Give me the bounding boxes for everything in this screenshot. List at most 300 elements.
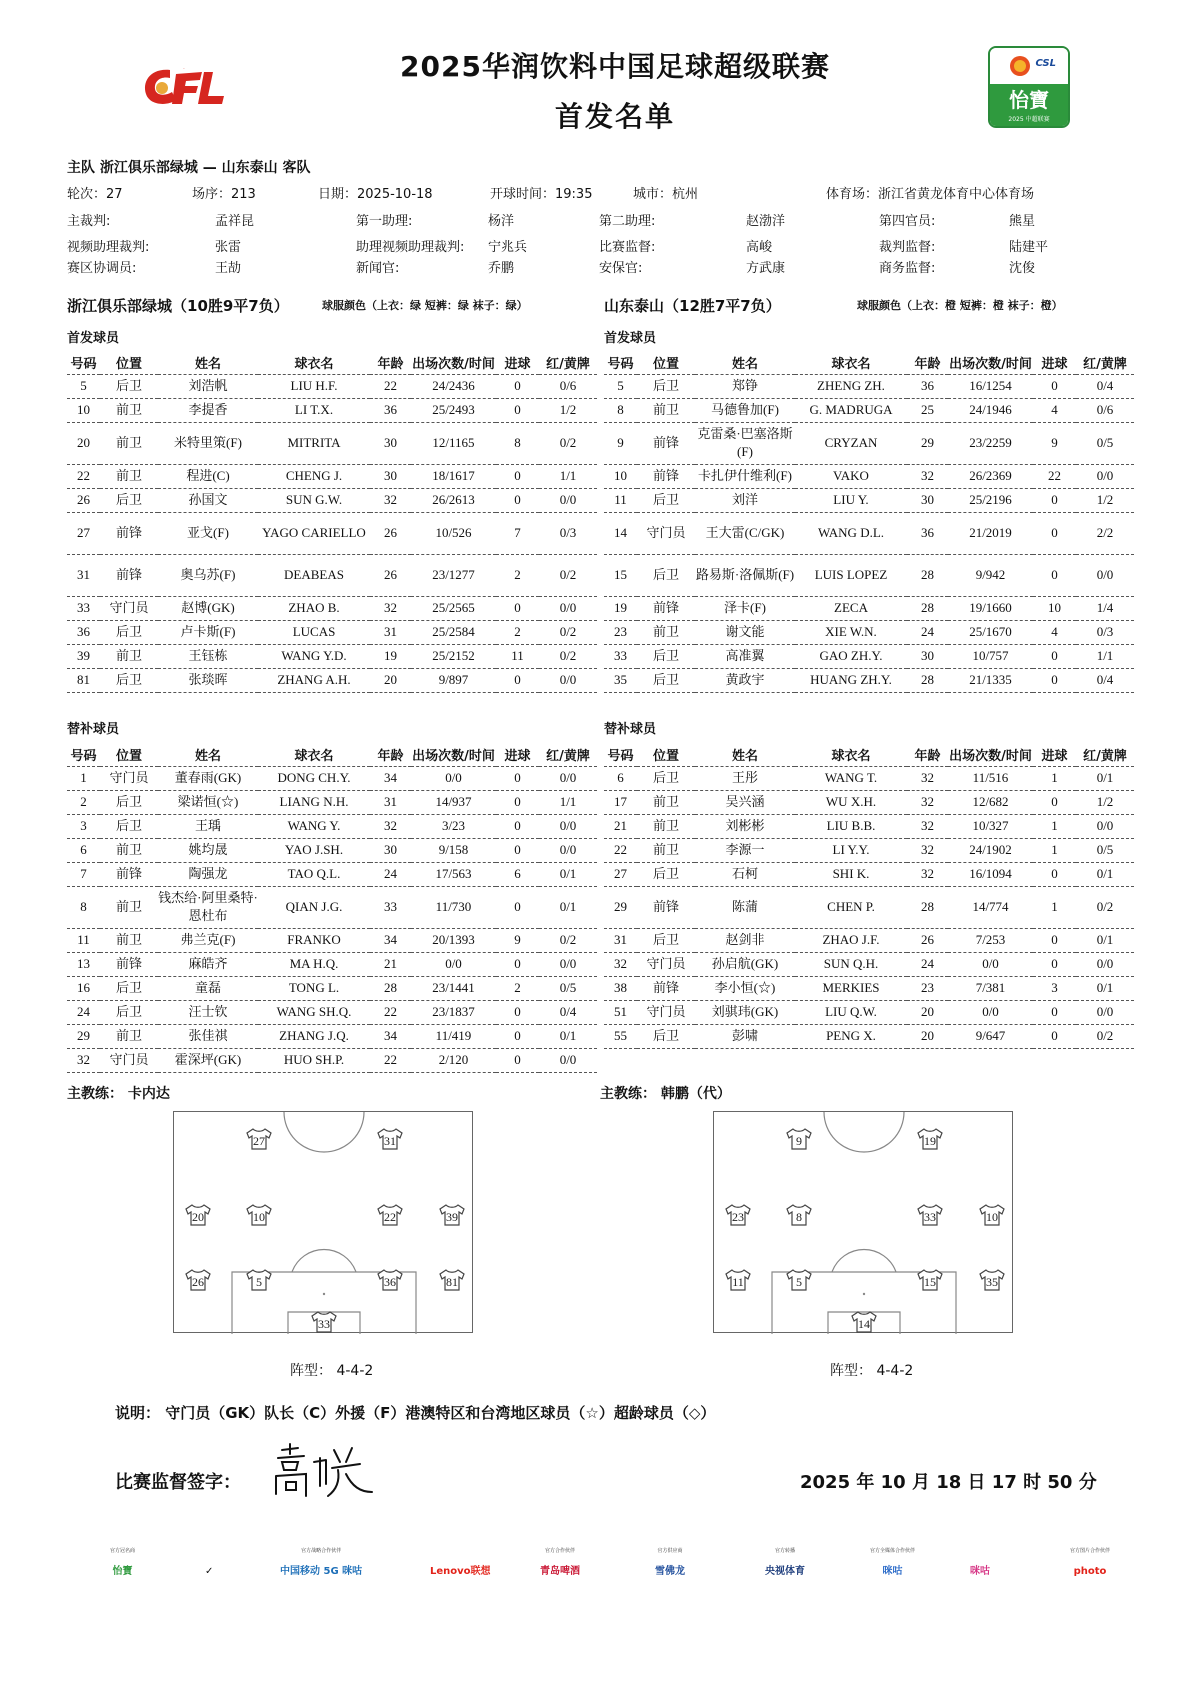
table-cell: 9/897 xyxy=(411,668,496,692)
table-cell: 弗兰克(F) xyxy=(158,928,258,952)
table-cell: 前卫 xyxy=(637,838,695,862)
away-team-name: 山东泰山（12胜7平7负） xyxy=(604,297,781,315)
table-cell: 2/120 xyxy=(411,1048,496,1072)
player-shirt-icon xyxy=(726,1270,750,1290)
table-cell: 0/2 xyxy=(539,422,597,464)
table-cell: 23/1837 xyxy=(411,1000,496,1024)
table-cell: 0/0 xyxy=(539,596,597,620)
table-cell: 0/0 xyxy=(539,668,597,692)
table-cell: 8 xyxy=(604,398,637,422)
table-cell: 0/2 xyxy=(539,644,597,668)
table-cell: 米特里策(F) xyxy=(158,422,258,464)
match-round: 轮次：27 xyxy=(67,187,123,202)
table-cell: LIU H.F. xyxy=(258,374,370,398)
table-cell: 张琰晖 xyxy=(158,668,258,692)
column-header: 位置 xyxy=(637,351,695,374)
table-cell: WANG Y.D. xyxy=(258,644,370,668)
table-cell: 2 xyxy=(496,976,539,1000)
table-cell: 汪士钦 xyxy=(158,1000,258,1024)
table-cell: 3 xyxy=(67,814,100,838)
table-row xyxy=(67,398,597,422)
official-label: 商务监督: xyxy=(879,261,936,276)
table-cell: ZHANG A.H. xyxy=(258,668,370,692)
table-cell: 32 xyxy=(907,814,948,838)
table-cell: ZECA xyxy=(795,596,907,620)
table-cell: WANG SH.Q. xyxy=(258,1000,370,1024)
table-cell: SHI K. xyxy=(795,862,907,886)
table-cell: 前卫 xyxy=(100,1024,158,1048)
table-cell: 33 xyxy=(67,596,100,620)
table-cell: 0/1 xyxy=(539,886,597,928)
player-shirt-icon xyxy=(726,1205,750,1225)
table-cell: 28 xyxy=(907,596,948,620)
table-cell: 24/1902 xyxy=(948,838,1033,862)
table-cell: 33 xyxy=(370,886,411,928)
column-header: 球衣名 xyxy=(258,743,370,766)
match-date: 日期：2025-10-18 xyxy=(318,187,433,202)
table-cell: 2 xyxy=(67,790,100,814)
table-cell: YAO J.SH. xyxy=(258,838,370,862)
table-cell: 前卫 xyxy=(100,886,158,928)
table-cell: 36 xyxy=(907,374,948,398)
home-starters-table xyxy=(67,351,597,693)
table-row xyxy=(604,668,1134,692)
table-cell: 刘浩帆 xyxy=(158,374,258,398)
player-shirt-number: 33 xyxy=(924,1210,936,1224)
table-cell: 20 xyxy=(907,1000,948,1024)
sponsor-logo xyxy=(765,1548,805,1579)
table-cell: 后卫 xyxy=(637,554,695,596)
table-cell: 0/2 xyxy=(539,620,597,644)
table-cell: 守门员 xyxy=(637,512,695,554)
table-cell: 25 xyxy=(907,398,948,422)
sponsor-caption: 官方合作伙伴 xyxy=(544,1548,575,1554)
table-cell: 32 xyxy=(370,596,411,620)
table-cell: 赵博(GK) xyxy=(158,596,258,620)
player-shirt-icon xyxy=(378,1270,402,1290)
sponsor-caption: 官方图片合作伙伴 xyxy=(1070,1548,1111,1554)
table-cell: 28 xyxy=(907,554,948,596)
table-cell: 郑铮 xyxy=(695,374,795,398)
column-header: 进球 xyxy=(1033,743,1076,766)
player-shirt-icon xyxy=(440,1205,464,1225)
table-cell: 0 xyxy=(1033,862,1076,886)
table-cell: 1/1 xyxy=(539,790,597,814)
column-header: 红/黄牌 xyxy=(539,351,597,374)
table-row xyxy=(604,512,1134,554)
column-header: 球衣名 xyxy=(795,351,907,374)
table-cell: DONG CH.Y. xyxy=(258,766,370,790)
official-label: 第一助理: xyxy=(356,214,413,229)
table-cell: 前卫 xyxy=(100,838,158,862)
table-row xyxy=(604,766,1134,790)
table-cell: 钱杰给·阿里桑特·恩杜布 xyxy=(158,886,258,928)
table-cell: 0/0 xyxy=(411,952,496,976)
sponsor-caption: 官方全媒体合作伙伴 xyxy=(870,1548,916,1554)
table-cell: 后卫 xyxy=(100,620,158,644)
table-cell: CHEN P. xyxy=(795,886,907,928)
away-subs-label: 替补球员 xyxy=(604,722,657,737)
table-cell: 27 xyxy=(67,512,100,554)
table-cell: 吴兴涵 xyxy=(695,790,795,814)
official-name: 孟祥昆 xyxy=(215,214,255,229)
table-cell: 23 xyxy=(604,620,637,644)
table-cell: 守门员 xyxy=(637,952,695,976)
table-cell: XIE W.N. xyxy=(795,620,907,644)
table-cell: 25/2584 xyxy=(411,620,496,644)
table-cell: 25/2565 xyxy=(411,596,496,620)
player-shirt-number: 39 xyxy=(446,1210,458,1224)
player-shirt-number: 23 xyxy=(732,1210,744,1224)
table-cell: 31 xyxy=(370,620,411,644)
table-cell: 0 xyxy=(1033,554,1076,596)
table-cell: 李提香 xyxy=(158,398,258,422)
table-cell: 0 xyxy=(1033,644,1076,668)
official-label: 视频助理裁判: xyxy=(67,240,150,255)
table-cell: SUN G.W. xyxy=(258,488,370,512)
table-cell: 4 xyxy=(1033,620,1076,644)
column-header: 进球 xyxy=(496,351,539,374)
table-cell: 30 xyxy=(370,838,411,862)
table-cell: 28 xyxy=(907,886,948,928)
official-label: 主裁判: xyxy=(67,214,111,229)
table-cell: 0/1 xyxy=(1076,976,1134,1000)
table-row xyxy=(604,814,1134,838)
table-cell: ZHAO J.F. xyxy=(795,928,907,952)
csl-logo-sub: 2025 中超联赛 xyxy=(1008,116,1050,123)
table-cell: 25/1670 xyxy=(948,620,1033,644)
table-cell: 刘骐玮(GK) xyxy=(695,1000,795,1024)
table-cell: 前锋 xyxy=(100,554,158,596)
table-cell: 0/0 xyxy=(539,814,597,838)
table-cell: 55 xyxy=(604,1024,637,1048)
away-kit-colors: 球服颜色（上衣：橙 短裤：橙 袜子：橙） xyxy=(857,299,1063,312)
player-shirt-icon xyxy=(918,1205,942,1225)
table-cell: 10 xyxy=(1033,596,1076,620)
table-cell: 李源一 xyxy=(695,838,795,862)
table-cell: 泽卡(F) xyxy=(695,596,795,620)
table-cell: 24 xyxy=(67,1000,100,1024)
table-cell: 0 xyxy=(496,398,539,422)
table-cell: 刘洋 xyxy=(695,488,795,512)
table-cell: 马德鲁加(F) xyxy=(695,398,795,422)
column-header: 年龄 xyxy=(370,743,411,766)
player-shirt-number: 9 xyxy=(796,1134,802,1148)
player-shirt-number: 19 xyxy=(924,1134,936,1148)
table-cell: 后卫 xyxy=(100,668,158,692)
table-cell: 0/0 xyxy=(539,952,597,976)
table-cell: 前卫 xyxy=(100,644,158,668)
table-row xyxy=(67,1048,597,1072)
table-cell: 23 xyxy=(907,976,948,1000)
sponsor-mark: 咪咕 xyxy=(970,1566,990,1577)
official-name: 高峻 xyxy=(746,240,773,255)
official-name: 张雷 xyxy=(215,240,242,255)
table-cell: 王彤 xyxy=(695,766,795,790)
table-cell: 30 xyxy=(370,422,411,464)
sponsor-logo xyxy=(870,1548,915,1579)
table-cell: 童磊 xyxy=(158,976,258,1000)
table-cell: 9/942 xyxy=(948,554,1033,596)
table-cell: LUCAS xyxy=(258,620,370,644)
official-name: 陆建平 xyxy=(1009,240,1049,255)
player-shirt-number: 14 xyxy=(858,1317,870,1331)
table-cell: 32 xyxy=(907,766,948,790)
table-cell: 0/2 xyxy=(539,554,597,596)
table-cell: 10 xyxy=(604,464,637,488)
table-row xyxy=(604,976,1134,1000)
away-formation-pitch xyxy=(713,1111,1013,1333)
table-cell: LI T.X. xyxy=(258,398,370,422)
sponsor-row xyxy=(110,1548,1140,1598)
column-header: 出场次数/时间 xyxy=(411,743,496,766)
table-cell: 11/419 xyxy=(411,1024,496,1048)
table-cell: 26 xyxy=(907,928,948,952)
table-row xyxy=(67,928,597,952)
table-cell: 8 xyxy=(67,886,100,928)
sponsor-logo xyxy=(110,1548,135,1579)
sponsor-logo xyxy=(655,1548,685,1579)
sponsor-mark: 咪咕 xyxy=(882,1566,903,1577)
table-cell: CRYZAN xyxy=(795,422,907,464)
column-header: 姓名 xyxy=(695,351,795,374)
player-shirt-icon xyxy=(787,1129,811,1149)
player-shirt-icon xyxy=(980,1270,1004,1290)
csl-logo-brand: 怡寶 xyxy=(1009,88,1049,112)
table-row xyxy=(604,398,1134,422)
column-header: 姓名 xyxy=(695,743,795,766)
table-cell: LIU Q.W. xyxy=(795,1000,907,1024)
table-cell: QIAN J.G. xyxy=(258,886,370,928)
table-cell: 36 xyxy=(907,512,948,554)
table-cell: 26 xyxy=(370,554,411,596)
official-name: 杨洋 xyxy=(488,214,515,229)
table-cell: 后卫 xyxy=(637,766,695,790)
table-cell: 25/2196 xyxy=(948,488,1033,512)
table-cell: 13 xyxy=(67,952,100,976)
column-header: 年龄 xyxy=(907,743,948,766)
column-header: 进球 xyxy=(1033,351,1076,374)
table-cell: MERKIES xyxy=(795,976,907,1000)
table-cell: 0 xyxy=(1033,790,1076,814)
table-cell: 6 xyxy=(496,862,539,886)
table-cell: 6 xyxy=(604,766,637,790)
table-cell: 后卫 xyxy=(637,488,695,512)
table-cell: 11 xyxy=(604,488,637,512)
home-formation-pitch xyxy=(173,1111,473,1333)
table-cell: 9/647 xyxy=(948,1024,1033,1048)
official-name: 熊星 xyxy=(1009,214,1036,229)
table-cell: 0/0 xyxy=(948,952,1033,976)
player-shirt-icon xyxy=(247,1205,271,1225)
table-cell: LIANG N.H. xyxy=(258,790,370,814)
table-cell: 1/1 xyxy=(1076,644,1134,668)
table-cell: 11/516 xyxy=(948,766,1033,790)
sponsor-mark: 央视体育 xyxy=(765,1566,805,1577)
table-row xyxy=(67,838,597,862)
table-cell: 1/2 xyxy=(1076,790,1134,814)
player-shirt-number: 35 xyxy=(986,1275,998,1289)
table-cell: 王瑀 xyxy=(158,814,258,838)
table-cell: 0/0 xyxy=(539,488,597,512)
table-row xyxy=(67,512,597,554)
table-cell: 17 xyxy=(604,790,637,814)
home-coach: 主教练： 卡内达 xyxy=(67,1086,170,1102)
table-cell: 3 xyxy=(1033,976,1076,1000)
table-cell: 0/0 xyxy=(1076,1000,1134,1024)
table-cell: 6 xyxy=(67,838,100,862)
player-shirt-icon xyxy=(247,1270,271,1290)
table-cell: 0 xyxy=(496,488,539,512)
column-header: 进球 xyxy=(496,743,539,766)
table-row xyxy=(604,374,1134,398)
match-stadium: 体育场：浙江省黄龙体育中心体育场 xyxy=(826,187,1035,202)
table-cell: 前卫 xyxy=(637,790,695,814)
table-cell: 24/1946 xyxy=(948,398,1033,422)
player-shirt-number: 20 xyxy=(192,1210,204,1224)
sponsor-logo xyxy=(1070,1548,1110,1579)
table-cell: 0 xyxy=(1033,488,1076,512)
table-cell: 谢文能 xyxy=(695,620,795,644)
table-cell: 32 xyxy=(907,862,948,886)
sponsor-mark: ✓ xyxy=(205,1566,214,1577)
table-cell: 29 xyxy=(67,1024,100,1048)
player-shirt-number: 15 xyxy=(924,1275,936,1289)
table-cell: 10/526 xyxy=(411,512,496,554)
table-cell: 前卫 xyxy=(637,814,695,838)
table-cell: 29 xyxy=(907,422,948,464)
table-cell: 26 xyxy=(67,488,100,512)
player-shirt-icon xyxy=(312,1312,336,1332)
table-cell: 32 xyxy=(907,790,948,814)
column-header: 年龄 xyxy=(370,351,411,374)
table-cell: 1 xyxy=(67,766,100,790)
column-header: 年龄 xyxy=(907,351,948,374)
table-row xyxy=(604,488,1134,512)
player-shirt-icon xyxy=(787,1270,811,1290)
table-cell: 22 xyxy=(370,1048,411,1072)
table-cell: 0/0 xyxy=(411,766,496,790)
column-header: 姓名 xyxy=(158,743,258,766)
table-cell: WANG T. xyxy=(795,766,907,790)
table-row xyxy=(604,464,1134,488)
table-cell: 前卫 xyxy=(100,422,158,464)
table-cell: 卢卡斯(F) xyxy=(158,620,258,644)
player-shirt-number: 26 xyxy=(192,1275,204,1289)
table-cell: 9 xyxy=(1033,422,1076,464)
table-cell: 11 xyxy=(496,644,539,668)
table-cell: 7 xyxy=(496,512,539,554)
table-cell: 28 xyxy=(370,976,411,1000)
pitch-line xyxy=(824,1112,904,1152)
table-cell: 0/0 xyxy=(539,1048,597,1072)
table-cell: 9 xyxy=(604,422,637,464)
table-row xyxy=(67,422,597,464)
table-cell: WU X.H. xyxy=(795,790,907,814)
table-cell: 1/1 xyxy=(539,464,597,488)
table-cell: 20/1393 xyxy=(411,928,496,952)
player-shirt-number: 81 xyxy=(446,1275,458,1289)
table-cell: 后卫 xyxy=(100,488,158,512)
table-cell: 7/253 xyxy=(948,928,1033,952)
table-cell: G. MADRUGA xyxy=(795,398,907,422)
table-cell: 0/1 xyxy=(1076,766,1134,790)
sponsor-logo xyxy=(280,1548,362,1579)
table-cell: 19 xyxy=(370,644,411,668)
table-cell: 21/1335 xyxy=(948,668,1033,692)
table-cell: LI Y.Y. xyxy=(795,838,907,862)
table-cell: 7/381 xyxy=(948,976,1033,1000)
table-cell: ZHENG ZH. xyxy=(795,374,907,398)
table-cell: 25/2152 xyxy=(411,644,496,668)
table-cell: 0/1 xyxy=(1076,862,1134,886)
player-shirt-icon xyxy=(378,1205,402,1225)
table-cell: 前卫 xyxy=(100,398,158,422)
player-shirt-number: 5 xyxy=(796,1275,802,1289)
table-cell: HUANG ZH.Y. xyxy=(795,668,907,692)
match-city: 城市：杭州 xyxy=(633,187,699,202)
player-shirt-number: 22 xyxy=(384,1210,396,1224)
table-cell: 23/1277 xyxy=(411,554,496,596)
table-cell: 0 xyxy=(496,838,539,862)
official-label: 安保官: xyxy=(599,261,643,276)
table-cell: 0/3 xyxy=(539,512,597,554)
table-row xyxy=(604,620,1134,644)
table-cell: 0 xyxy=(496,952,539,976)
table-cell: 3/23 xyxy=(411,814,496,838)
table-cell: 克雷桑·巴塞洛斯(F) xyxy=(695,422,795,464)
table-cell: 20 xyxy=(67,422,100,464)
table-cell: 12/682 xyxy=(948,790,1033,814)
table-cell: 0/0 xyxy=(539,838,597,862)
table-cell: 32 xyxy=(907,464,948,488)
sponsor-mark: Lenovo联想 xyxy=(430,1566,491,1577)
table-cell: 25/2493 xyxy=(411,398,496,422)
table-cell: 陈蒲 xyxy=(695,886,795,928)
player-shirt-number: 10 xyxy=(986,1210,998,1224)
table-cell: 0/6 xyxy=(1076,398,1134,422)
table-cell: 26 xyxy=(370,512,411,554)
official-name: 乔鹏 xyxy=(488,261,515,276)
sponsor-caption xyxy=(970,1548,990,1555)
table-cell: 麻皓齐 xyxy=(158,952,258,976)
table-cell: 19 xyxy=(604,596,637,620)
sponsor-caption: 官方冠名商 xyxy=(110,1548,136,1554)
table-cell: MA H.Q. xyxy=(258,952,370,976)
sponsor-logo xyxy=(430,1548,491,1579)
table-cell: 0/0 xyxy=(1076,814,1134,838)
official-name: 方武康 xyxy=(746,261,786,276)
table-cell: 0 xyxy=(1033,668,1076,692)
column-header: 出场次数/时间 xyxy=(948,351,1033,374)
table-row xyxy=(67,644,597,668)
table-cell: 14 xyxy=(604,512,637,554)
table-cell: 路易斯·洛佩斯(F) xyxy=(695,554,795,596)
table-cell: 21 xyxy=(370,952,411,976)
table-cell: 31 xyxy=(604,928,637,952)
table-cell: 0 xyxy=(496,766,539,790)
penalty-spot xyxy=(863,1293,865,1295)
player-shirt-icon xyxy=(247,1129,271,1149)
table-cell: 32 xyxy=(370,488,411,512)
table-cell: 李小恒(☆) xyxy=(695,976,795,1000)
table-row xyxy=(67,766,597,790)
table-row xyxy=(67,976,597,1000)
player-shirt-icon xyxy=(440,1270,464,1290)
table-row xyxy=(67,862,597,886)
match-line: 主队 浙江俱乐部绿城 — 山东泰山 客队 xyxy=(67,160,311,176)
table-row xyxy=(67,886,597,928)
